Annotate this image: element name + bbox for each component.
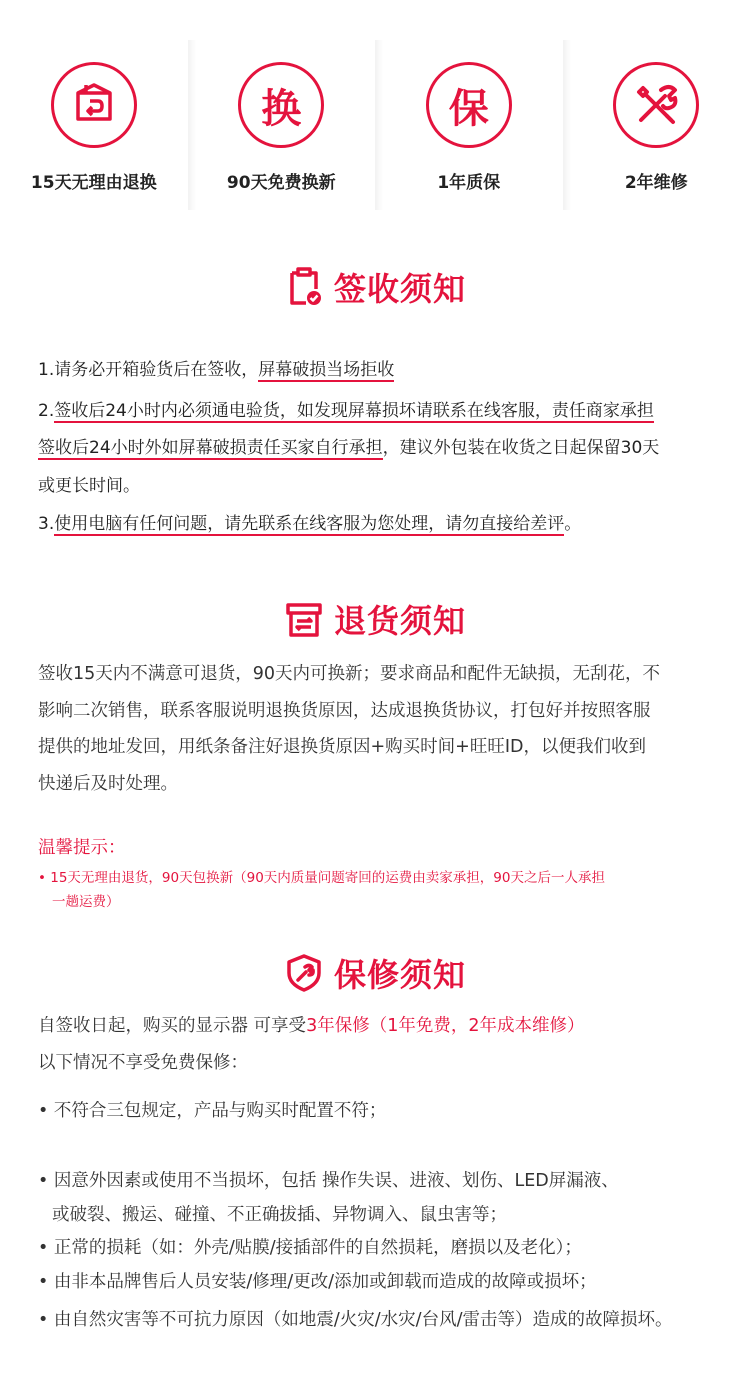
returns-text xyxy=(38,656,718,802)
tip-title: 温馨提示： xyxy=(38,838,126,858)
tools-icon xyxy=(613,62,699,148)
warranty-highlight: 3年保修（1年免费，2年成本维修） xyxy=(306,1016,585,1036)
sign-underlined-text: 使用电脑有任何问题，请先联系在线客服为您处理，请勿直接给差评 xyxy=(54,514,565,534)
warranty-line-2: 以下情况不享受免费保修： xyxy=(38,1052,248,1073)
service-label: 90天免费换新 xyxy=(226,173,336,193)
service-return xyxy=(0,40,188,230)
returns-line: 快递后及时处理。 xyxy=(38,773,178,794)
clipboard-check-icon xyxy=(284,267,324,307)
sign-line-2 xyxy=(38,393,718,430)
return-box-icon xyxy=(284,599,324,639)
returns-line: 签收15天内不满意可退货，90天内可换新；要求商品和配件无缺损，无刮花，不 xyxy=(38,664,661,684)
warranty-bullet-5: • 由自然灾害等不可抗力原因（如地震/火灾/水灾/台风/雷击等）造成的故障损坏。 xyxy=(38,1310,673,1330)
warranty-bullet-3: • 正常的损耗（如：外壳/贴膜/接插部件的自然损耗，磨损以及老化）； xyxy=(38,1238,582,1258)
box-return-icon xyxy=(51,62,137,148)
sign-text: 或更长时间。 xyxy=(38,476,140,496)
sign-text: 。 xyxy=(564,514,582,534)
sign-text: 2. xyxy=(38,401,55,421)
section-title: 保修须知 xyxy=(333,956,466,994)
shield-wrench-icon xyxy=(284,953,324,993)
warranty-intro xyxy=(38,1008,718,1081)
warranty-bullet-line: • 因意外因素或使用不当损坏，包括 操作失误、进液、划伤、LED屏漏液、 xyxy=(38,1171,619,1191)
warranty-bullet-line: 或破裂、搬运、碰撞、不正确拔插、异物调入、鼠虫害等； xyxy=(52,1205,507,1225)
tip-body xyxy=(38,866,718,914)
sign-line-1 xyxy=(38,352,718,389)
sign-section-header xyxy=(0,264,750,310)
section-title: 退货须知 xyxy=(333,602,466,640)
sign-line-3 xyxy=(38,430,718,467)
sign-underlined-text: 签收后24小时内必须通电验货，如发现屏幕损坏请联系在线客服，责任商家承担 xyxy=(54,401,654,421)
warranty-bullet-4: • 由非本品牌售后人员安装/修理/更改/添加或卸载而造成的故障或损坏； xyxy=(38,1272,597,1292)
service-repair xyxy=(563,40,750,230)
returns-line: 提供的地址发回，用纸条备注好退换货原因+购买时间+旺旺ID，以便我们收到 xyxy=(38,737,646,757)
service-label: 2年维修 xyxy=(624,173,688,193)
service-warranty xyxy=(375,40,563,230)
service-label: 1年质保 xyxy=(437,173,501,193)
returns-line: 影响二次销售，联系客服说明退换货原因，达成退换货协议，打包好并按照客服 xyxy=(38,700,651,721)
tip-line: • 15天无理由退货，90天包换新（90天内质量问题寄回的运费由卖家承担，90天之后一人承担 xyxy=(38,870,605,886)
exchange-char-icon: 换 xyxy=(238,62,324,148)
top-cropped-strip xyxy=(0,0,750,12)
warranty-section-header xyxy=(0,950,750,996)
sign-text: 3. xyxy=(38,514,55,534)
warranty-bullet-1: • 不符合三包规定，产品与购买时配置不符； xyxy=(38,1101,387,1121)
warranty-char-icon: 保 xyxy=(426,62,512,148)
warranty-bullet-2 xyxy=(38,1164,718,1232)
warranty-text: 自签收日起，购买的显示器 可享受 xyxy=(38,1016,307,1036)
sign-text: 1.请务必开箱验货后在签收， xyxy=(38,360,259,380)
service-label: 15天无理由退换 xyxy=(30,173,157,193)
sign-underlined-text: 屏幕破损当场拒收 xyxy=(258,360,395,380)
sign-text: ，建议外包装在收货之日起保留30天 xyxy=(382,438,660,458)
tip-line: 一趟运费） xyxy=(52,894,120,910)
sign-line-5 xyxy=(38,506,718,543)
sign-line-4 xyxy=(38,468,718,505)
warranty-line-1 xyxy=(38,1008,718,1045)
section-title: 签收须知 xyxy=(333,270,466,308)
returns-section-header xyxy=(0,596,750,642)
service-guarantees-row xyxy=(0,40,750,230)
sign-underlined-text: 签收后24小时外如屏幕破损责任买家自行承担 xyxy=(38,438,383,458)
service-exchange xyxy=(188,40,376,230)
